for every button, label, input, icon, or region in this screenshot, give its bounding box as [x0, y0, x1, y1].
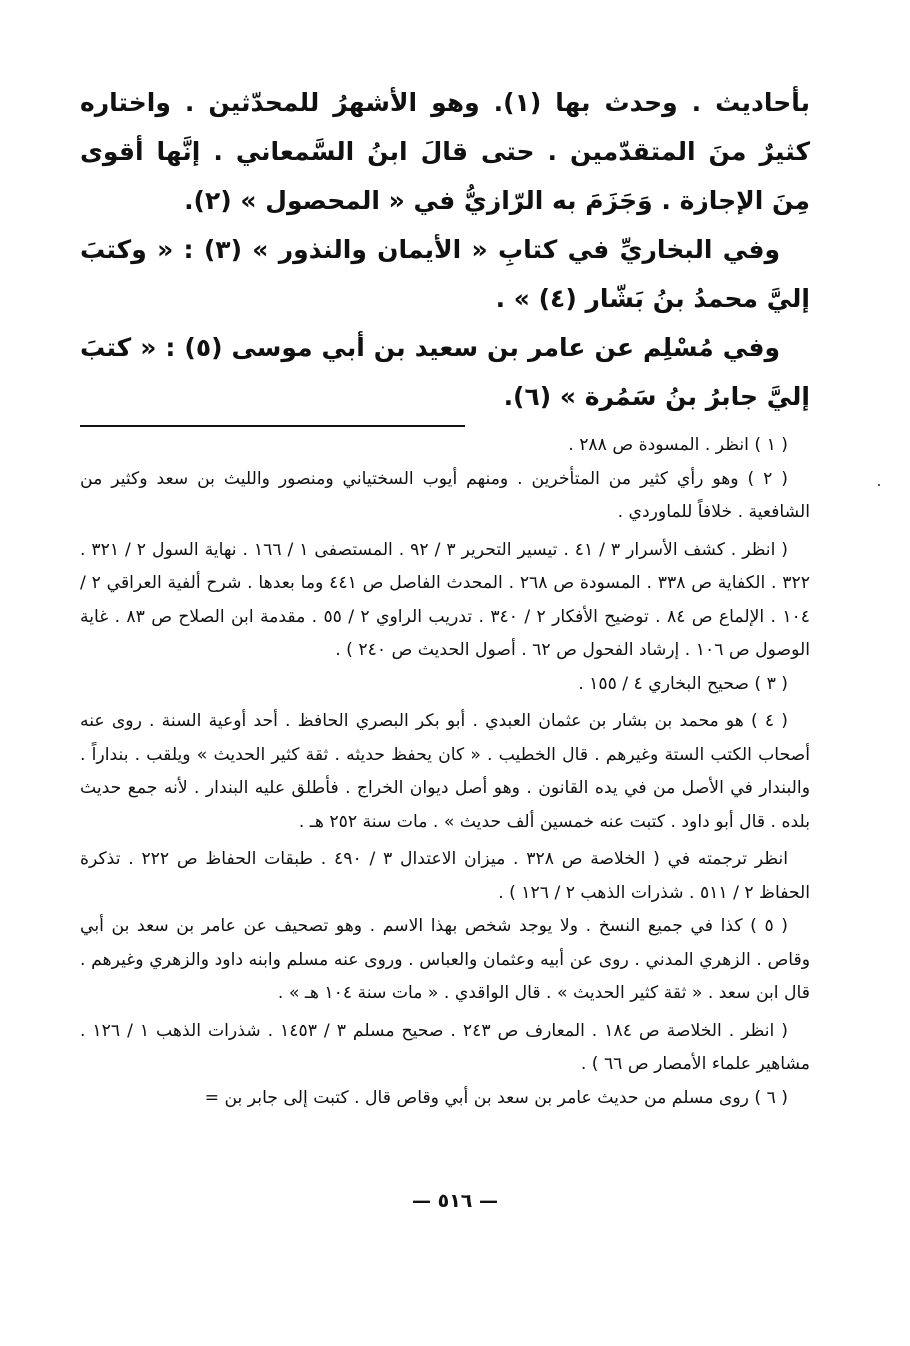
footnote-divider [80, 425, 465, 427]
main-text [80, 78, 810, 421]
footnote-2: ( ٢ ) وهو رأي كثير من المتأخرين . ومنهم أيوب السختياني ومنصور والليث بن سعد وكثير من الشافعية . خلافاً للماوردي . [80, 468, 810, 522]
footnote-4: ( ٤ ) هو محمد بن بشار بن عثمان العبدي . أبو بكر البصري الحافظ . أحد أوعية السنة . روى عنه أصحاب الكتب الستة وغيرهم . قال الخطيب . « كان يحفظ حديثه . ثقة كثير الحديث » ويلقب . بنداراً . والبندار في الأصل من في يده القانون . وهو أصل ديوان الخراج . فأطلق عليه البندار . لأنه جمع حديث بلده . قال أبو داود . كتبت عنه خمسين ألف حديث » . مات سنة ٢٥٢ هـ . [80, 711, 810, 832]
paragraph-2: وفي البخاريِّ في كتابِ « الأيمان والنذور » (٣) : « وكتبَ إليَّ محمدُ بنُ بَشّار (٤) » . [80, 235, 810, 313]
footnote-3: ( ٣ ) صحيح البخاري ٤ / ١٥٥ . [578, 673, 788, 694]
paragraph-1: بأحاديث . وحدث بها (١). وهو الأشهرُ للمحدّثين . واختاره كثيرٌ منَ المتقدّمين . حتى قالَ ابنُ السَّمعاني . إنَّها أقوى مِنَ الإجازة . وَجَزَمَ به الرّازيُّ في « المحصول » (٢). [80, 88, 810, 215]
footnote-5: ( ٥ ) كذا في جميع النسخ . ولا يوجد شخص بهذا الاسم . وهو تصحيف عن عامر بن سعد بن أبي وقاص . الزهري المدني . روى عن أبيه وعثمان والعباس . وروى عنه مسلم وابنه داود والزهري وغيرهم . قال ابن سعد . « ثقة كثير الحديث » . قال الواقدي . « مات سنة ١٠٤ هـ » . [80, 916, 810, 1003]
footnotes [80, 429, 810, 1115]
paragraph-3: وفي مُسْلِم عن عامر بن سعيد بن أبي موسى (٥) : « كتبَ إليَّ جابرُ بنُ سَمُرة » (٦). [80, 333, 810, 411]
footnote-5-sources: ( انظر . الخلاصة ص ١٨٤ . المعارف ص ٢٤٣ . صحيح مسلم ٣ / ١٤٥٣ . شذرات الذهب ١ / ١٢٦ . مشاهير علماء الأمصار ص ٦٦ ) . [80, 1020, 810, 1074]
stray-mark [878, 484, 880, 486]
footnote-4-sources: انظر ترجمته في ( الخلاصة ص ٣٢٨ . ميزان الاعتدال ٣ / ٤٩٠ . طبقات الحفاظ ص ٢٢٢ . تذكرة الحفاظ ٢ / ٥١١ . شذرات الذهب ٢ / ١٢٦ ) . [80, 849, 810, 903]
footnote-2-sources: ( انظر . كشف الأسرار ٣ / ٤١ . تيسير التحرير ٣ / ٩٢ . المستصفى ١ / ١٦٦ . نهاية السول ٢ / ٣٢١ . ٣٢٢ . الكفاية ص ٣٣٨ . المسودة ص ٢٦٨ . المحدث الفاصل ص ٤٤١ وما بعدها . شرح ألفية العراقي ٢ / ١٠٤ . الإلماع ص ٨٤ . توضيح الأفكار ٢ / ٣٤٠ . تدريب الراوي ٢ / ٥٥ . مقدمة ابن الصلاح ص ٨٣ . غاية الوصول ص ١٠٦ . إرشاد الفحول ص ٦٢ . أصول الحديث ص ٢٤٠ ) . [80, 539, 811, 660]
footnote-6: ( ٦ ) روى مسلم من حديث عامر بن سعد بن أبي وقاص قال . كتبت إلى جابر بن = [204, 1087, 788, 1108]
book-page [80, 78, 810, 1115]
page-number: — ٥١٦ — [411, 1190, 499, 1212]
footnote-1: ( ١ ) انظر . المسودة ص ٢٨٨ . [568, 435, 788, 455]
